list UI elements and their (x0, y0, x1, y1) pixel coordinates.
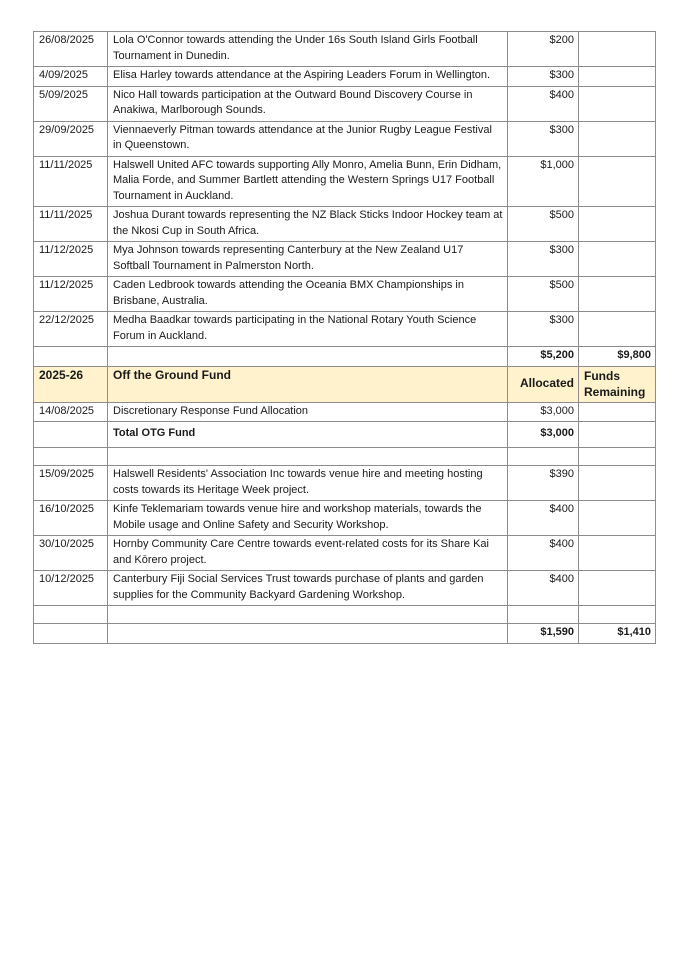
grant-amount: $400 (508, 536, 579, 571)
grant-description: Elisa Harley towards attendance at the Aspiring Leaders Forum in Wellington. (108, 67, 508, 87)
grant-date: 16/10/2025 (34, 501, 108, 536)
grant-amount: $500 (508, 277, 579, 312)
grant-amount: $400 (508, 501, 579, 536)
otg-total-label: Total OTG Fund (108, 422, 508, 448)
grant-description: Lola O'Connor towards attending the Under 16s South Island Girls Football Tournament in Dunedin. (108, 32, 508, 67)
empty-cell (579, 32, 656, 67)
funds-remaining-header: Funds Remaining (579, 366, 656, 402)
otg-total-row (34, 422, 656, 448)
empty-cell (579, 466, 656, 501)
table-row (34, 536, 656, 571)
grant-amount: $300 (508, 242, 579, 277)
fund-year: 2025-26 (34, 366, 108, 402)
empty-cell (579, 422, 656, 448)
empty-cell (579, 86, 656, 121)
grant-date: 15/09/2025 (34, 466, 108, 501)
empty-cell (34, 422, 108, 448)
grant-date: 10/12/2025 (34, 571, 108, 606)
otg-header-row (34, 366, 656, 402)
grant-description: Kinfe Teklemariam towards venue hire and workshop materials, towards the Mobile usage and Online Safety and Security Workshop. (108, 501, 508, 536)
grant-amount: $390 (508, 466, 579, 501)
fund-allocation-table (33, 31, 656, 644)
table-row (34, 207, 656, 242)
grant-amount: $400 (508, 571, 579, 606)
grant-date: 26/08/2025 (34, 32, 108, 67)
empty-cell (508, 606, 579, 624)
empty-cell (579, 121, 656, 156)
grant-date: 4/09/2025 (34, 67, 108, 87)
grant-description: Nico Hall towards participation at the Outward Bound Discovery Course in Anakiwa, Marlborough Sounds. (108, 86, 508, 121)
empty-cell (108, 347, 508, 367)
empty-cell (34, 606, 108, 624)
blank-row (34, 606, 656, 624)
empty-cell (34, 448, 108, 466)
grant-amount: $400 (508, 86, 579, 121)
grant-date: 30/10/2025 (34, 536, 108, 571)
grants-total-allocated: $5,200 (508, 347, 579, 367)
empty-cell (579, 536, 656, 571)
table-row (34, 501, 656, 536)
grant-date: 5/09/2025 (34, 86, 108, 121)
empty-cell (34, 624, 108, 644)
empty-cell (579, 448, 656, 466)
grant-amount: $300 (508, 121, 579, 156)
empty-cell (579, 207, 656, 242)
grants-total-row (34, 347, 656, 367)
table-row (34, 466, 656, 501)
table-row (34, 242, 656, 277)
empty-cell (579, 501, 656, 536)
grant-description: Caden Ledbrook towards attending the Oceania BMX Championships in Brisbane, Australia. (108, 277, 508, 312)
otg-total-allocated: $1,590 (508, 624, 579, 644)
grant-description: Medha Baadkar towards participating in the National Rotary Youth Science Forum in Auckland. (108, 312, 508, 347)
otg-total-remaining: $1,410 (579, 624, 656, 644)
empty-cell (579, 312, 656, 347)
empty-cell (34, 347, 108, 367)
empty-cell (579, 277, 656, 312)
table-row (34, 402, 656, 422)
grant-description: Canterbury Fiji Social Services Trust towards purchase of plants and garden supplies for the Community Backyard Gardening Workshop. (108, 571, 508, 606)
grant-amount: $300 (508, 312, 579, 347)
grant-amount: $200 (508, 32, 579, 67)
grant-date: 11/12/2025 (34, 277, 108, 312)
table-row (34, 277, 656, 312)
allocation-amount: $3,000 (508, 402, 579, 422)
allocation-date: 14/08/2025 (34, 402, 108, 422)
table-row (34, 121, 656, 156)
grant-date: 22/12/2025 (34, 312, 108, 347)
empty-cell (579, 571, 656, 606)
grant-description: Halswell United AFC towards supporting Ally Monro, Amelia Bunn, Erin Didham, Malia Forde, and Summer Bartlett attending the Western Springs U17 Football Tournament in Auckland. (108, 156, 508, 207)
grant-description: Halswell Residents' Association Inc towards venue hire and meeting hosting costs towards its Heritage Week project. (108, 466, 508, 501)
grants-total-remaining: $9,800 (579, 347, 656, 367)
grant-amount: $500 (508, 207, 579, 242)
grant-date: 11/11/2025 (34, 207, 108, 242)
fund-title: Off the Ground Fund (108, 366, 508, 402)
grant-amount: $1,000 (508, 156, 579, 207)
grant-description: Viennaeverly Pitman towards attendance at the Junior Rugby League Festival in Queenstown. (108, 121, 508, 156)
grant-description: Hornby Community Care Centre towards event-related costs for its Share Kai and Kōrero project. (108, 536, 508, 571)
empty-cell (108, 624, 508, 644)
table-row (34, 312, 656, 347)
grant-description: Joshua Durant towards representing the NZ Black Sticks Indoor Hockey team at the Nkosi Cup in South Africa. (108, 207, 508, 242)
table-row (34, 156, 656, 207)
grant-date: 11/11/2025 (34, 156, 108, 207)
otg-grants-total-row (34, 624, 656, 644)
table-row (34, 67, 656, 87)
grant-date: 29/09/2025 (34, 121, 108, 156)
table-row (34, 86, 656, 121)
empty-cell (579, 606, 656, 624)
empty-cell (508, 448, 579, 466)
empty-cell (579, 156, 656, 207)
empty-cell (108, 606, 508, 624)
allocation-description: Discretionary Response Fund Allocation (108, 402, 508, 422)
empty-cell (579, 402, 656, 422)
otg-total-amount: $3,000 (508, 422, 579, 448)
grant-date: 11/12/2025 (34, 242, 108, 277)
grant-description: Mya Johnson towards representing Canterbury at the New Zealand U17 Softball Tournament in Palmerston North. (108, 242, 508, 277)
empty-cell (579, 242, 656, 277)
empty-cell (579, 67, 656, 87)
table-row (34, 571, 656, 606)
grant-amount: $300 (508, 67, 579, 87)
empty-cell (108, 448, 508, 466)
table-row (34, 32, 656, 67)
allocated-header: Allocated (508, 366, 579, 402)
blank-row (34, 448, 656, 466)
